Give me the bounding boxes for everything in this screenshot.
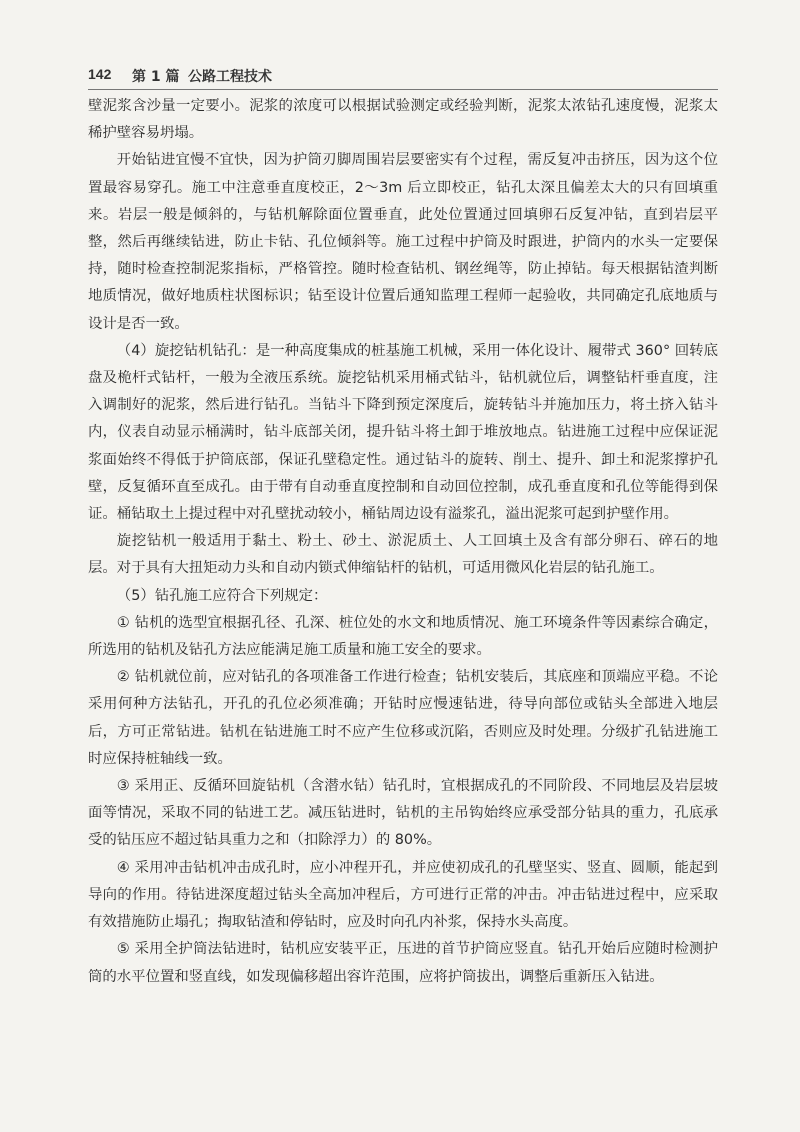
running-header	[88, 66, 718, 88]
paragraph-rule-3: ③ 采用正、反循环回旋钻机（含潜水钻）钻孔时，宜根据成孔的不同阶段、不同地层及岩层坡面等情况，采取不同的钻进工艺。减压钻进时，钻机的主吊钩始终应承受部分钻具的重力，孔底承受的钻压应不超过钻具重力之和（扣除浮力）的 80%。	[88, 778, 718, 849]
paragraph-rule-2: ② 钻机就位前，应对钻孔的各项准备工作进行检查；钻机安装后，其底座和顶端应平稳。不论采用何种方法钻孔，开孔的孔位必须准确；开钻时应慢速钻进，待导向部位或钻头全部进入地层后，方可正常钻进。钻机在钻进施工时不应产生位移或沉陷，否则应及时处理。分级扩孔钻进施工时应保持桩轴线一致。	[88, 669, 718, 767]
part-title: 公路工程技术	[188, 69, 272, 85]
paragraph-rule-4: ④ 采用冲击钻机冲击成孔时，应小冲程开孔，并应使初成孔的孔壁坚实、竖直、圆顺，能起到导向的作用。待钻进深度超过钻头全高加冲程后，方可进行正常的冲击。冲击钻进过程中，应采取有效措施防止塌孔；掏取钻渣和停钻时，应及时向孔内补浆，保持水头高度。	[88, 859, 718, 931]
paragraph-rotary-drill: （4）旋挖钻机钻孔：是一种高度集成的桩基施工机械，采用一体化设计、履带式 360° 回转底盘及桅杆式钻杆，一般为全液压系统。旋挖钻机采用桶式钻斗，钻机就位后，调整钻杆垂直度，注入调制好的泥浆，然后进行钻孔。当钻斗下降到预定深度后，旋转钻斗并施加压力，将土挤入钻斗内，仪表自动显示桶满时，钻斗底部关闭，提升钻斗将土卸于堆放地点。钻进施工过程中应保证泥浆面始终不得低于护筒底部，保证孔壁稳定性。通过钻斗的旋转、削土、提升、卸土和泥浆撑护孔壁，反复循环直至成孔。由于带有自动垂直度控制和自动回位控制，成孔垂直度和孔位等能得到保证。桶钻取土上提过程中对孔壁扰动较小，桶钻周边设有溢浆孔，溢出泥浆可起到护壁作用。	[88, 342, 718, 523]
paragraph-drilling-start: 开始钻进宜慢不宜快，因为护筒刃脚周围岩层要密实有个过程，需反复冲击挤压，因为这个位置最容易穿孔。施工中注意垂直度校正，2～3m 后立即校正，钻孔太深且偏差太大的只有回填重来。岩层一般是倾斜的，与钻机解除面位置垂直，此处位置通过回填卵石反复冲钻，直到岩层平整，然后再继续钻进，防止卡钻、孔位倾斜等。施工过程中护筒及时跟进，护筒内的水头一定要保持，随时检查控制泥浆指标，严格管控。随时检查钻机、钢丝绳等，防止掉钻。每天根据钻渣判断地质情况，做好地质柱状图标识；钻至设计位置后通知监理工程师一起验收，共同确定孔底地质与设计是否一致。	[88, 152, 718, 332]
body-text	[88, 93, 718, 991]
part-label: 第 1 篇	[132, 69, 180, 85]
paragraph-drilling-rules-heading: （5）钻孔施工应符合下列规定：	[116, 587, 328, 604]
header-divider	[88, 89, 718, 90]
paragraph-continued: 壁泥浆含沙量一定要小。泥浆的浓度可以根据试验测定或经验判断，泥浆太浓钻孔速度慢，泥浆太稀护壁容易坍塌。	[88, 98, 718, 142]
page-number: 142	[88, 66, 112, 82]
paragraph-rotary-drill-applicability: 旋挖钻机一般适用于黏土、粉土、砂土、淤泥质土、人工回填土及含有部分卵石、碎石的地层。对于具有大扭矩动力头和自动内锁式伸缩钻杆的钻机，可适用微风化岩层的钻孔施工。	[88, 533, 718, 577]
paragraph-rule-1: ① 钻机的选型宜根据孔径、孔深、桩位处的水文和地质情况、施工环境条件等因素综合确定，所选用的钻机及钻孔方法应能满足施工质量和施工安全的要求。	[88, 614, 718, 659]
paragraph-rule-5: ⑤ 采用全护筒法钻进时，钻机应安装平正，压进的首节护筒应竖直。钻孔开始后应随时检测护筒的水平位置和竖直线，如发现偏移超出容许范围，应将护筒拔出，调整后重新压入钻进。	[88, 941, 718, 985]
